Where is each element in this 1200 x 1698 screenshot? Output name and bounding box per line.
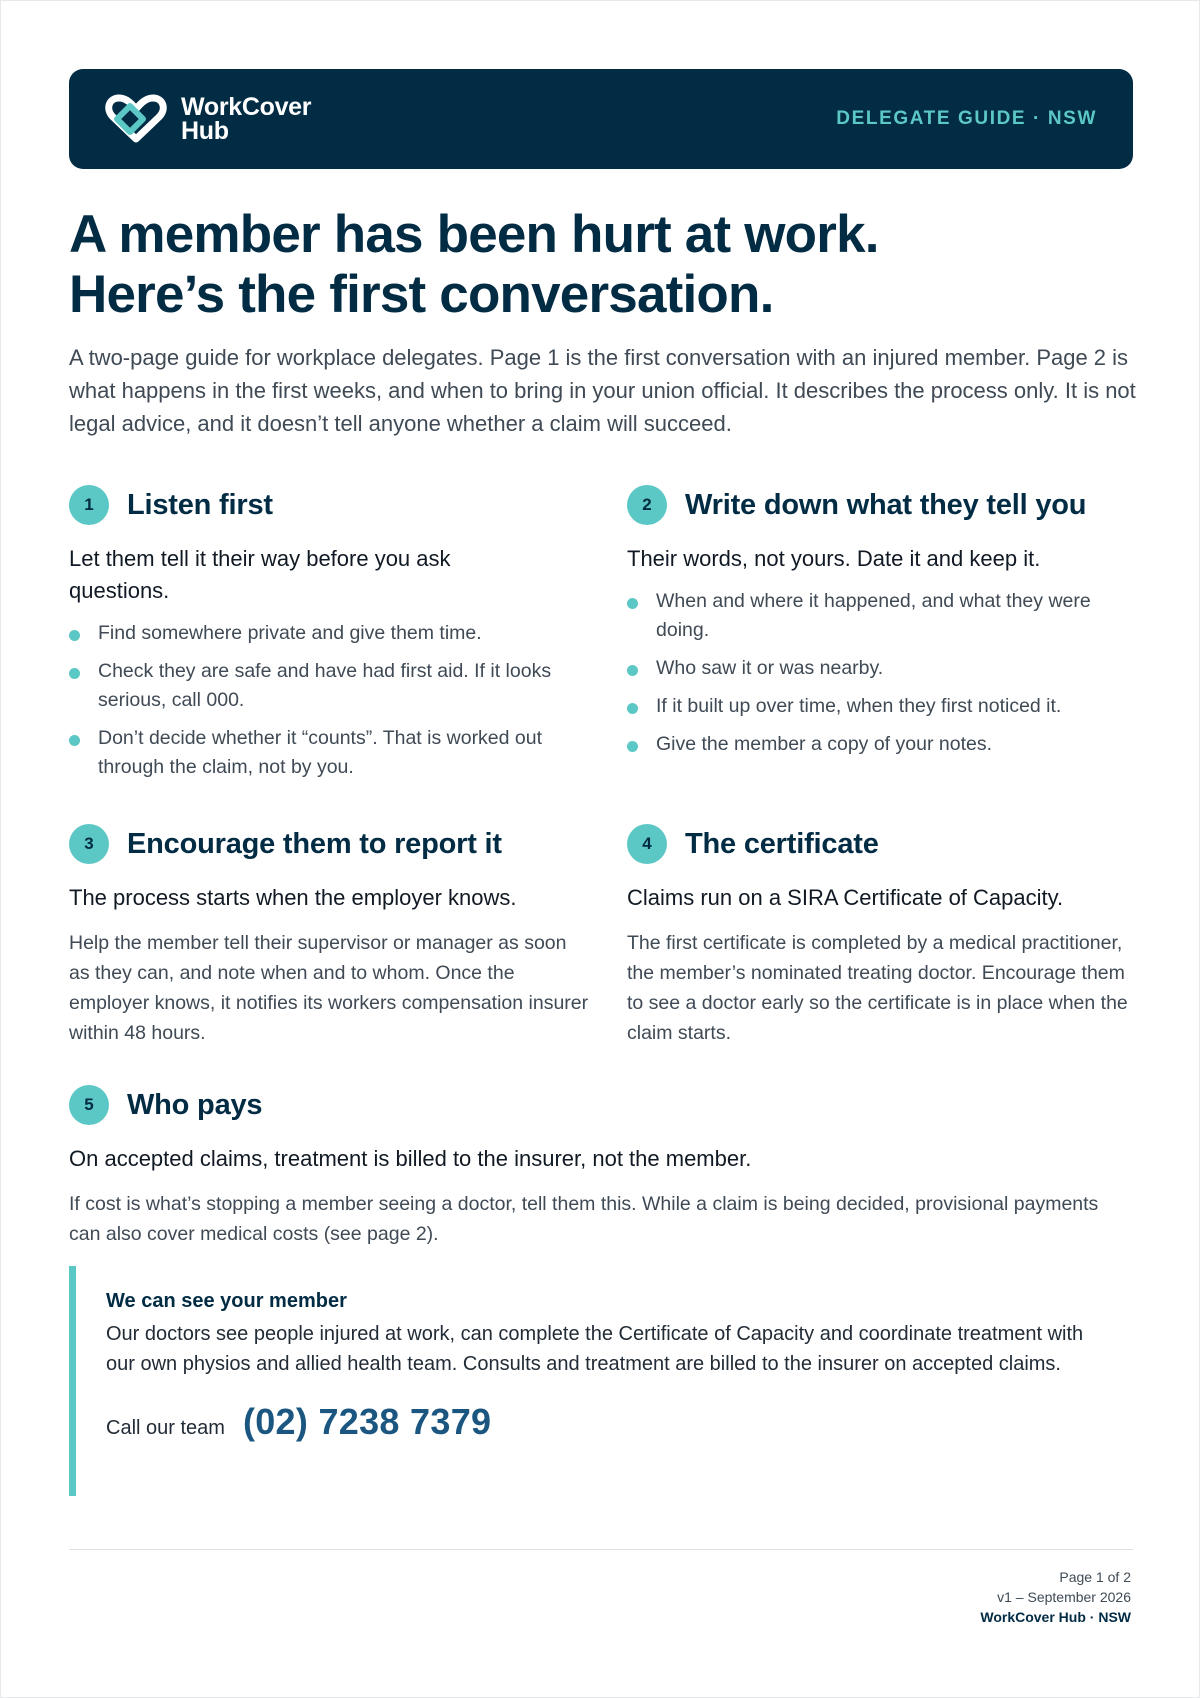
heart-logo-icon: [103, 93, 169, 145]
section-number-badge: 5: [69, 1085, 109, 1125]
bullet-dot-icon: [69, 668, 80, 679]
section-lead: The process starts when the employer knows.: [69, 885, 517, 910]
version-label: v1 – September 2026: [997, 1589, 1131, 1605]
section-report-it: [69, 824, 589, 1048]
callout-box: [69, 1266, 1133, 1496]
list-item: [627, 730, 1137, 759]
list-item-text: Find somewhere private and give them time.: [98, 622, 482, 644]
callout-title: We can see your member: [106, 1290, 347, 1312]
section-number-badge: 2: [627, 485, 667, 525]
header-tag: DELEGATE GUIDE · NSW: [836, 108, 1097, 129]
section-title: Write down what they tell you: [685, 488, 1087, 521]
bullet-dot-icon: [627, 598, 638, 609]
phone-number-link[interactable]: (02) 7238 7379: [242, 1401, 492, 1442]
section-number-badge: 4: [627, 824, 667, 864]
page-title-line2: Here’s the first conversation.: [69, 265, 774, 324]
section-number-badge: 3: [69, 824, 109, 864]
bullet-list: [69, 619, 569, 782]
brand-name-line2: Hub: [181, 117, 229, 145]
list-item: [627, 587, 1137, 645]
section-title: Who pays: [127, 1088, 263, 1121]
section-lead: Let them tell it their way before you ask questions.: [69, 546, 451, 603]
brand-name-line1: WorkCover: [181, 93, 312, 121]
footer-divider: [69, 1549, 1133, 1550]
list-item: [69, 724, 569, 782]
section-certificate: [627, 824, 1141, 1048]
section-header: [627, 824, 1141, 864]
brand: [103, 93, 311, 145]
brand-name: [181, 95, 311, 143]
call-to-action: [106, 1401, 1133, 1443]
list-item: [69, 657, 569, 715]
section-who-pays: [69, 1085, 1133, 1249]
section-body: The first certificate is completed by a medical practitioner, the member’s nominated treating doctor. Encourage them to see a doctor early so the certificate is in place when the claim starts.: [627, 932, 1128, 1044]
bullet-dot-icon: [627, 665, 638, 676]
page-title-line1: A member has been hurt at work.: [69, 205, 879, 264]
section-title: Encourage them to report it: [127, 827, 502, 860]
list-item-text: Check they are safe and have had first aid. If it looks serious, call 000.: [98, 660, 552, 711]
section-lead: Their words, not yours. Date it and keep it.: [627, 546, 1041, 571]
callout-body: Our doctors see people injured at work, can complete the Certificate of Capacity and coordinate treatment with our own physios and allied health team. Consults and treatment are billed to the insurer on accepted claims.: [106, 1323, 1084, 1375]
section-listen-first: [69, 485, 569, 791]
footer-brand: WorkCover Hub · NSW: [980, 1609, 1131, 1625]
section-header: [69, 824, 589, 864]
header-banner: [69, 69, 1133, 169]
list-item: [627, 692, 1137, 721]
section-header: [69, 485, 569, 525]
section-lead: On accepted claims, treatment is billed to the insurer, not the member.: [69, 1146, 752, 1171]
bullet-list: [627, 587, 1137, 759]
cta-label: Call our team: [106, 1417, 225, 1439]
intro-paragraph: A two-page guide for workplace delegates. Page 1 is the first conversation with an injured member. Page 2 is what happens in the first weeks, and when to bring in your union official. It describes the process only. It is not legal advice, and it doesn’t tell anyone whether a claim will succeed.: [69, 345, 1136, 436]
list-item-text: When and where it happened, and what they were doing.: [656, 590, 1091, 641]
page-number: Page 1 of 2: [1059, 1569, 1131, 1585]
bullet-dot-icon: [69, 735, 80, 746]
bullet-dot-icon: [69, 630, 80, 641]
section-lead: Claims run on a SIRA Certificate of Capacity.: [627, 885, 1064, 910]
bullet-dot-icon: [627, 703, 638, 714]
bullet-dot-icon: [627, 741, 638, 752]
list-item-text: Give the member a copy of your notes.: [656, 733, 992, 755]
list-item-text: Don’t decide whether it “counts”. That is worked out through the claim, not by you.: [98, 727, 543, 778]
list-item-text: Who saw it or was nearby.: [656, 657, 884, 679]
section-header: [69, 1085, 1133, 1125]
section-body: If cost is what’s stopping a member seeing a doctor, tell them this. While a claim is being decided, provisional payments can also cover medical costs (see page 2).: [69, 1193, 1099, 1245]
section-title: Listen first: [127, 488, 273, 521]
list-item-text: If it built up over time, when they first noticed it.: [656, 695, 1062, 717]
list-item: [69, 619, 569, 648]
list-item: [627, 654, 1137, 683]
section-header: [627, 485, 1137, 525]
section-body: Help the member tell their supervisor or manager as soon as they can, and note when and to whom. Once the employer knows, it notifies its workers compensation insurer within 48 hours.: [69, 932, 589, 1044]
page-title: [69, 205, 1133, 325]
section-write-down: [627, 485, 1137, 768]
section-title: The certificate: [685, 827, 879, 860]
footer: [980, 1567, 1131, 1627]
section-number-badge: 1: [69, 485, 109, 525]
